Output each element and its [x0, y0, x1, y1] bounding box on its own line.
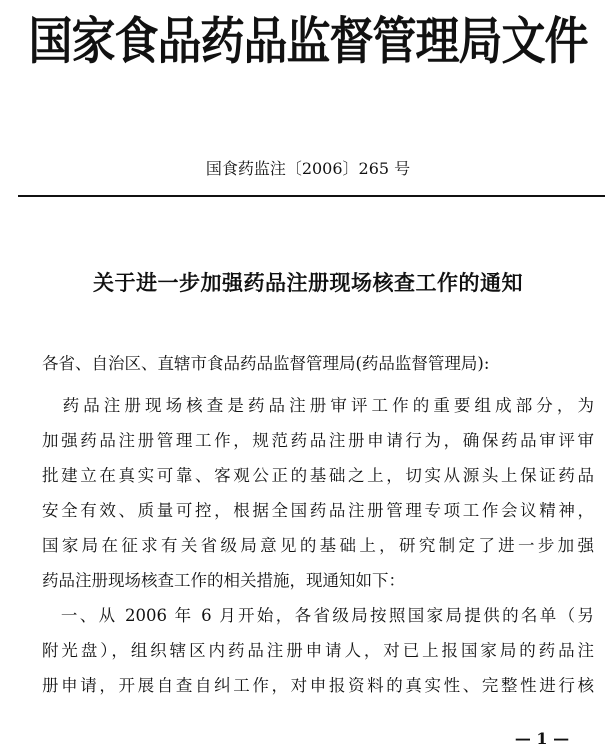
- paragraph-line: 药品注册现场核查工作的相关措施，现通知如下：: [42, 571, 405, 590]
- paragraph-line: 药品注册现场核查是药品注册审评工作的重要组成部分，为: [42, 396, 594, 415]
- page-number: — 1 —: [514, 729, 570, 748]
- document-header-title: 国家食品药品监督管理局文件: [28, 12, 588, 72]
- paragraph-line: 加强药品注册管理工作，规范药品注册申请行为，确保药品审评审: [42, 431, 594, 450]
- paragraph-line: 附光盘），组织辖区内药品注册申请人，对已上报国家局的药品注: [42, 641, 594, 660]
- header-divider: [18, 195, 605, 197]
- notice-title: 关于进一步加强药品注册现场核查工作的通知: [93, 270, 523, 295]
- document-number: 国食药监注〔2006〕265 号: [205, 159, 411, 178]
- paragraph-line: 国家局在征求有关省级局意见的基础上，研究制定了进一步加强: [42, 536, 594, 555]
- paragraph-line: 册申请，开展自查自纠工作，对申报资料的真实性、完整性进行核: [42, 676, 594, 695]
- paragraph-line: 安全有效、质量可控，根据全国药品注册管理专项工作会议精神，: [42, 501, 594, 520]
- paragraph-line: 批建立在真实可靠、客观公正的基础之上，切实从源头上保证药品: [42, 466, 594, 485]
- salutation: 各省、自治区、直辖市食品药品监督管理局(药品监督管理局):: [42, 354, 490, 373]
- paragraph-line: 一、从 2006 年 6 月开始，各省级局按照国家局提供的名单（另: [42, 606, 594, 625]
